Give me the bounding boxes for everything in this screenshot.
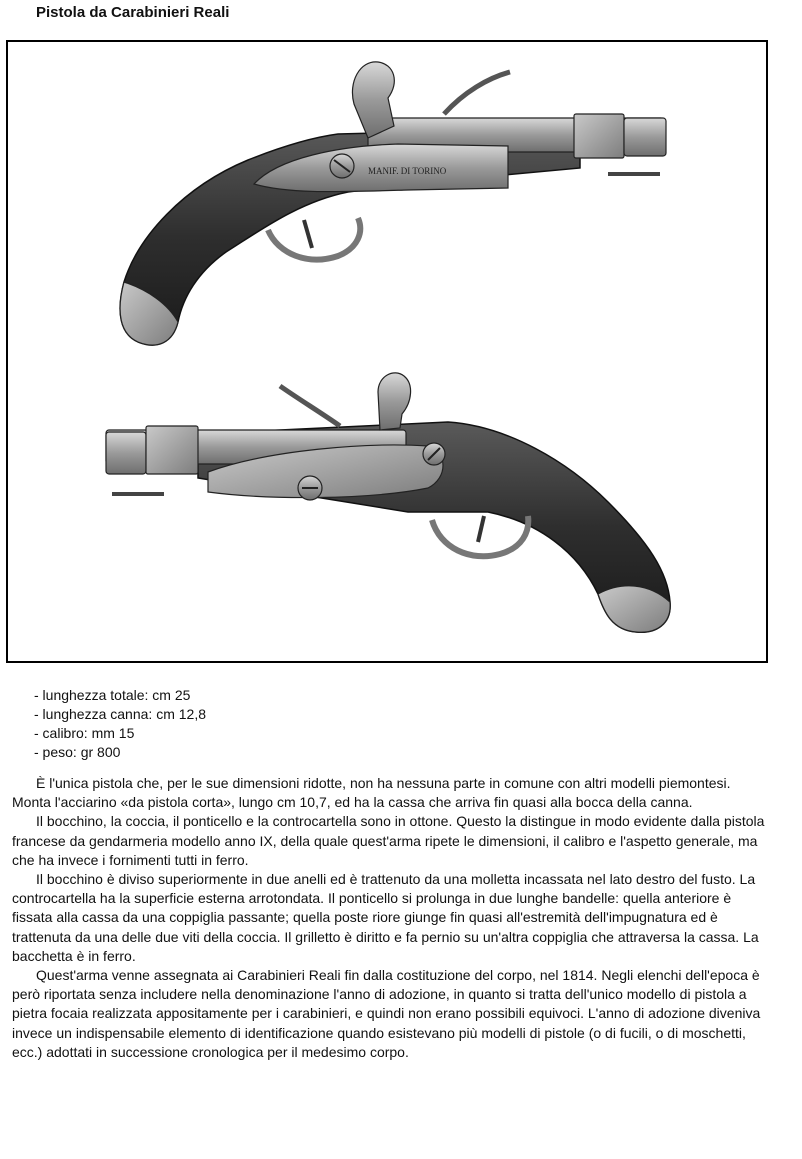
pistol-right-side bbox=[106, 373, 670, 632]
pistol-left-side bbox=[120, 62, 666, 345]
lock-engraving: MANIF. DI TORINO bbox=[368, 166, 447, 176]
spec-item: - lunghezza totale: cm 25 bbox=[34, 687, 191, 703]
pistol-illustration bbox=[8, 42, 766, 661]
specs-list bbox=[34, 686, 206, 762]
paragraph: Il bocchino, la coccia, il ponticello e la controcartella sono in ottone. Questo la distingue in modo evidente dalla pistola francese da gendarmeria modello anno IX, della quale quest'arma ripete le dimensioni, il calibro e l'aspetto generale, ma che ha invece i fornimenti tutti in ferro. bbox=[12, 813, 765, 868]
spec-item: - peso: gr 800 bbox=[34, 744, 121, 760]
paragraph: È l'unica pistola che, per le sue dimensioni ridotte, non ha nessuna parte in comune con altri modelli piemontesi. Monta l'acciarino «da pistola corta», lungo cm 10,7, ed ha la cassa che arriva fin quasi alla bocca della canna. bbox=[12, 775, 731, 811]
paragraph: Il bocchino è diviso superiormente in due anelli ed è trattenuto da una molletta incassata nel lato destro del fusto. La controcartella ha la superficie esterna arrotondata. Il ponticello si prolunga in due lunghe bandelle: quella anteriore è fissata alla cassa da una coppiglia passante; quella poste riore giunge fin quasi all'estremità dell'impugnatura ed è trattenuta da una delle due viti della coccia. Il grilletto è diritto e fa pernio su un'altra coppiglia che attraversa la cassa. La bacchetta è in ferro. bbox=[12, 871, 759, 964]
body-text bbox=[12, 774, 772, 1062]
page-title: Pistola da Carabinieri Reali bbox=[36, 4, 230, 21]
spec-item: - lunghezza canna: cm 12,8 bbox=[34, 706, 206, 722]
spec-item: - calibro: mm 15 bbox=[34, 725, 135, 741]
figure-frame bbox=[6, 40, 768, 663]
paragraph: Quest'arma venne assegnata ai Carabinieri Reali fin dalla costituzione del corpo, nel 1814. Negli elenchi dell'epoca è però riportata senza includere nella denominazione l'anno di adozione, in quanto si tratta dell'unico modello di pistola a pietra focaia realizzata appositamente per i carabinieri, e quindi non erano possibili equivoci. L'anno di adozione diveniva invece un indispensabile elemento di identificazione quando esistevano più modelli di pistole (o di fucili, o di moschetti, ecc.) adottati in successione cronologica per il medesimo corpo. bbox=[12, 967, 761, 1060]
